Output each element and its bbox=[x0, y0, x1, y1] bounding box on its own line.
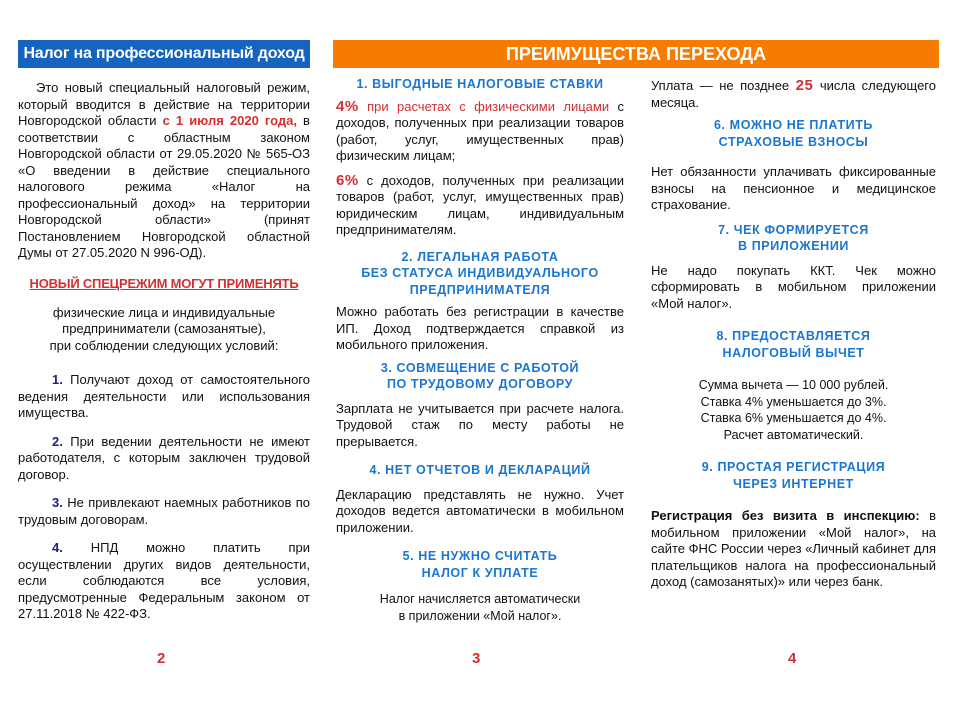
who-can-apply-text bbox=[18, 305, 310, 355]
panel-title-professional-income-tax: Налог на профессиональный доход bbox=[18, 40, 310, 68]
section-8-title-line-2: НАЛОГОВЫЙ ВЫЧЕТ bbox=[722, 345, 865, 360]
condition-text: При ведении деятельности не имеют работодателя, с которым заключен трудовой договор. bbox=[18, 433, 310, 482]
condition-text: Получают доход от самостоятельного ведения деятельности или использования имущества. bbox=[18, 372, 310, 420]
payment-deadline bbox=[651, 78, 936, 111]
who-line-2: предприниматели (самозанятые), bbox=[62, 321, 266, 336]
who-line-1: физические лица и индивидуальные bbox=[52, 304, 276, 320]
section-2-title bbox=[336, 249, 624, 299]
condition-2 bbox=[18, 434, 310, 484]
section-5-title-line-2: НАЛОГ К УПЛАТЕ bbox=[421, 565, 539, 580]
payment-text-a: Уплата — не позднее bbox=[651, 78, 796, 93]
deduction-amount: Сумма вычета — 10 000 рублей. bbox=[698, 378, 889, 392]
section-5-title bbox=[336, 548, 624, 581]
rate-4-paragraph bbox=[336, 99, 624, 165]
section-9-bold: Регистрация без визита в инспекцию: bbox=[651, 508, 920, 523]
deduction-rate-6: Ставка 6% уменьшается до 4%. bbox=[700, 411, 887, 425]
section-7-title-line-2: В ПРИЛОЖЕНИИ bbox=[738, 239, 849, 253]
section-5-title-line-1: 5. НЕ НУЖНО СЧИТАТЬ bbox=[402, 549, 558, 563]
column-page-4 bbox=[651, 72, 936, 591]
section-7-title bbox=[651, 222, 936, 255]
condition-1 bbox=[18, 372, 310, 422]
section-8-title bbox=[651, 328, 936, 361]
section-8-text bbox=[651, 377, 936, 443]
condition-4 bbox=[18, 540, 310, 623]
section-2-text: Можно работать без регистрации в качестве ИП. Доход подтверждается справкой из мобильного приложения. bbox=[336, 304, 624, 352]
page-number-3: 3 bbox=[472, 650, 481, 667]
deduction-auto: Расчет автоматический. bbox=[723, 427, 864, 442]
section-4-text: Декларацию представлять не нужно. Учет доходов ведется автоматически в мобильном приложении. bbox=[336, 486, 624, 535]
condition-number: 3. bbox=[52, 495, 63, 510]
section-7-title-line-1: 7. ЧЕК ФОРМИРУЕТСЯ bbox=[718, 222, 869, 237]
rate-6-text: с доходов, полученных при реализации товаров (работ, услуг, имущественных прав) юридическим лицам, индивидуальным предпринимателям. bbox=[336, 172, 624, 237]
panel-title-advantages: ПРЕИМУЩЕСТВА ПЕРЕХОДА bbox=[333, 40, 939, 68]
intro-paragraph bbox=[18, 80, 310, 262]
section-9-text bbox=[651, 508, 936, 591]
condition-3 bbox=[18, 495, 310, 528]
section-9-title-line-1: 9. ПРОСТАЯ РЕГИСТРАЦИЯ bbox=[701, 460, 886, 474]
payment-text-b: числа следующего месяца. bbox=[651, 78, 936, 110]
who-line-3: при соблюдении следующих условий: bbox=[49, 337, 279, 353]
rate-6-value: 6% bbox=[336, 171, 359, 189]
section-6-title-line-1: 6. МОЖНО НЕ ПЛАТИТЬ bbox=[713, 118, 874, 132]
section-2-title-line-1: 2. ЛЕГАЛЬНАЯ РАБОТА bbox=[401, 249, 559, 264]
section-9-title bbox=[651, 459, 936, 492]
rate-4-text: с доходов, полученных при реализации товаров (работ, услуг, имущественных прав) физическим лицам; bbox=[336, 98, 624, 163]
section-1-title: 1. ВЫГОДНЫЕ НАЛОГОВЫЕ СТАВКИ bbox=[356, 77, 604, 91]
deduction-rate-4: Ставка 4% уменьшается до 3%. bbox=[700, 394, 887, 409]
condition-number: 1. bbox=[52, 372, 63, 387]
intro-text-b: в соответствии с областным законом Новгородской области от 29.05.2020 № 565-ОЗ «О введении в действие специального налогового режима «Налог на профессиональный доход» на территории Новгородской области» (принят Постановлением Новгородской областной Думы от 27.05.2020 N 996-ОД). bbox=[18, 113, 310, 260]
intro-date: с 1 июля 2020 года, bbox=[162, 113, 297, 128]
section-4-title: 4. НЕТ ОТЧЕТОВ И ДЕКЛАРАЦИЙ bbox=[369, 463, 591, 477]
page-number-2: 2 bbox=[157, 650, 166, 667]
section-3-text: Зарплата не учитывается при расчете налога. Трудовой стаж по месту работы не прерывается. bbox=[336, 400, 624, 449]
payment-day: 25 bbox=[795, 77, 814, 94]
column-page-3 bbox=[336, 72, 624, 624]
condition-text: Не привлекают наемных работников по трудовым договорам. bbox=[18, 495, 310, 527]
column-page-2 bbox=[18, 80, 310, 623]
intro-text-a: Это новый специальный налоговый режим, который вводится в действие на территории Новгородской области bbox=[18, 80, 310, 128]
section-8-title-line-1: 8. ПРЕДОСТАВЛЯЕТСЯ bbox=[716, 329, 871, 343]
section-3-title bbox=[336, 360, 624, 393]
condition-text: НПД можно платить при осуществлении других видов деятельности, если соблюдаются все условия, предусмотренные Федеральным законом от 27.11.2018 № 422-ФЗ. bbox=[18, 540, 310, 621]
section-9-body: в мобильном приложении «Мой налог», на сайте ФНС России через «Личный кабинет для плательщиков налога на профессиональный доход (самозанятых)» или через банк. bbox=[651, 508, 936, 589]
section-6-title-line-2: СТРАХОВЫЕ ВЗНОСЫ bbox=[718, 134, 869, 149]
section-6-text: Нет обязанности уплачивать фиксированные взносы на пенсионное и медицинское страхование. bbox=[651, 164, 936, 212]
rate-4-value: 4% bbox=[336, 97, 359, 115]
rate-6-paragraph bbox=[336, 173, 624, 239]
section-2-title-line-2: БЕЗ СТАТУСА ИНДИВИДУАЛЬНОГО bbox=[361, 266, 599, 280]
rate-4-label: при расчетах с физическими лицами bbox=[358, 98, 610, 114]
condition-number: 2. bbox=[52, 433, 63, 449]
section-3-title-line-2: ПО ТРУДОВОМУ ДОГОВОРУ bbox=[386, 377, 574, 391]
section-2-title-line-3: ПРЕДПРИНИМАТЕЛЯ bbox=[409, 282, 551, 297]
who-can-apply-heading: НОВЫЙ СПЕЦРЕЖИМ МОГУТ ПРИМЕНЯТЬ bbox=[29, 275, 299, 291]
section-5-text bbox=[336, 591, 624, 624]
section-3-title-line-1: 3. СОВМЕЩЕНИЕ С РАБОТОЙ bbox=[380, 360, 580, 375]
condition-number: 4. bbox=[52, 540, 63, 555]
section-5-text-line-2: в приложении «Мой налог». bbox=[398, 608, 562, 623]
section-5-text-line-1: Налог начисляется автоматически bbox=[379, 592, 581, 606]
section-6-title bbox=[651, 117, 936, 150]
page-number-4: 4 bbox=[788, 650, 797, 667]
section-7-text: Не надо покупать ККТ. Чек можно сформировать в мобильном приложении «Мой налог». bbox=[651, 262, 936, 311]
section-9-title-line-2: ЧЕРЕЗ ИНТЕРНЕТ bbox=[733, 476, 854, 491]
